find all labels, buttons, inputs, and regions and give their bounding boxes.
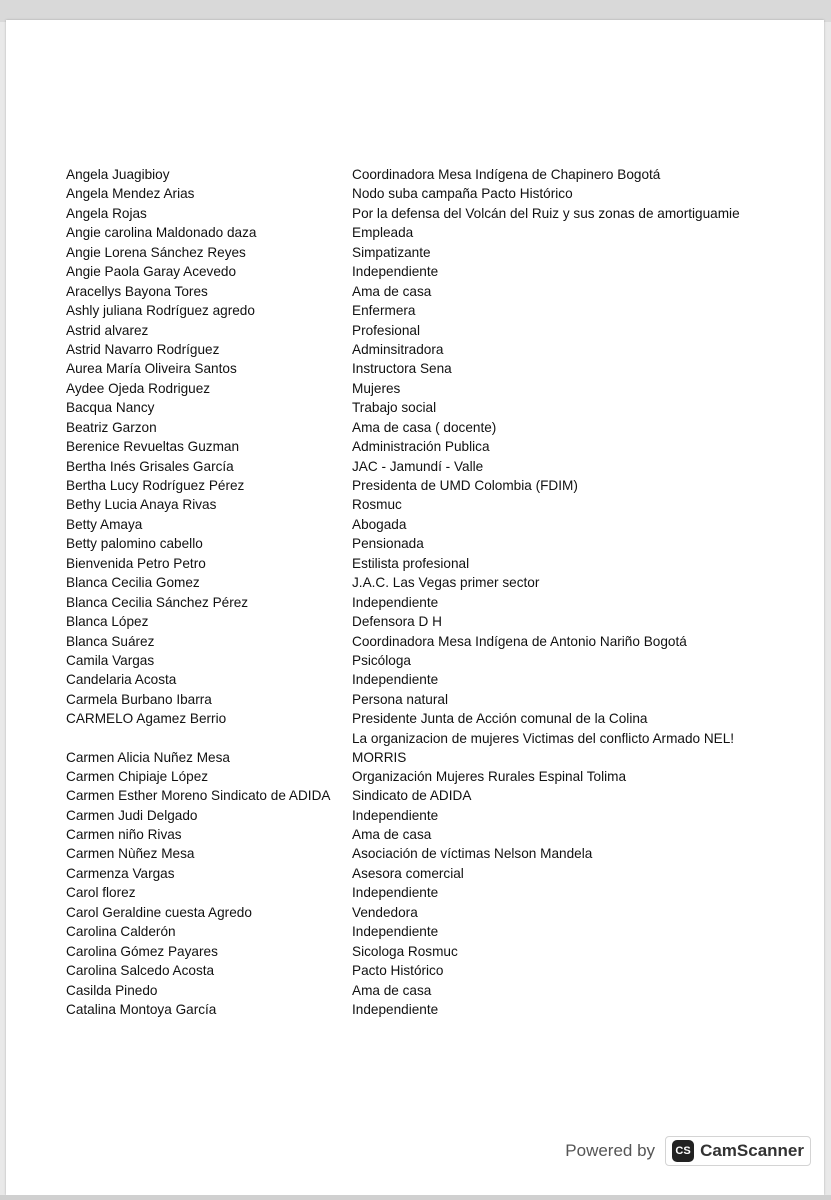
table-row [66, 418, 816, 437]
organization: Mujeres [352, 380, 401, 396]
person-name: Carmen niño Rivas [66, 827, 182, 842]
table-row [66, 321, 816, 340]
organization: Sicologa Rosmuc [352, 943, 458, 959]
organization: JAC - Jamundí - Valle [352, 458, 484, 474]
organization: Independiente [352, 264, 439, 280]
scan-bottom-border [0, 1195, 831, 1200]
organization: Ama de casa [352, 827, 432, 842]
table-row [66, 690, 816, 709]
organization: Coordinadora Mesa Indígena de Antonio Nariño Bogotá [352, 633, 687, 649]
organization: Rosmuc [352, 497, 402, 513]
table-row [66, 961, 816, 980]
powered-by-text: Powered by [565, 1141, 656, 1160]
person-name: Bethy Lucia Anaya Rivas [66, 497, 217, 513]
person-name: Carmen Judi Delgado [66, 807, 198, 823]
table-row [66, 632, 816, 651]
organization: Defensora D H [352, 614, 442, 630]
person-name: Blanca López [66, 614, 149, 630]
organization: Abogada [352, 516, 407, 532]
person-name: Camila Vargas [66, 652, 155, 668]
table-row [66, 593, 816, 612]
organization: Ama de casa [352, 982, 432, 998]
organization: Enfermera [352, 303, 416, 319]
person-name: Betty Amaya [66, 516, 143, 532]
table-row [66, 922, 816, 941]
person-name: Berenice Revueltas Guzman [66, 439, 240, 455]
person-name: Betty palomino cabello [66, 536, 203, 552]
person-name: Bertha Lucy Rodríguez Pérez [66, 478, 245, 493]
table-row [66, 379, 816, 398]
organization: Presidenta de UMD Colombia (FDIM) [352, 478, 578, 493]
organization: Adminsitradora [352, 341, 444, 357]
table-row [66, 844, 816, 863]
person-name: Astrid Navarro Rodríguez [66, 341, 220, 357]
person-name: Carolina Calderón [66, 924, 176, 940]
organization-line: MORRIS [352, 749, 407, 765]
person-name: Bienvenida Petro Petro [66, 555, 206, 571]
person-name: Beatriz Garzon [66, 419, 157, 435]
organization: Sindicato de ADIDA [352, 788, 472, 804]
person-name: Angela Juagibioy [66, 167, 170, 182]
organization: Vendedora [352, 904, 418, 920]
organization: Profesional [352, 322, 421, 338]
organization: Presidente Junta de Acción comunal de la Colina [352, 711, 648, 727]
table-row [66, 476, 816, 495]
organization: Por la defensa del Volcán del Ruiz y sus zonas de amortiguamie [352, 205, 740, 221]
person-name: Casilda Pinedo [66, 982, 158, 998]
person-name: Candelaria Acosta [66, 672, 177, 688]
organization: Pensionada [352, 536, 424, 552]
person-name: Bertha Inés Grisales García [66, 458, 234, 474]
person-name: Catalina Montoya García [66, 1001, 217, 1017]
organization: Pacto Histórico [352, 963, 444, 979]
organization: Coordinadora Mesa Indígena de Chapinero Bogotá [352, 167, 661, 182]
scanned-page [6, 20, 824, 1195]
table-row [66, 262, 816, 281]
table-row [66, 981, 816, 1000]
table-row [66, 825, 816, 844]
organization: J.A.C. Las Vegas primer sector [352, 575, 540, 591]
person-name: Carolina Gómez Payares [66, 943, 218, 959]
person-name: Angela Rojas [66, 205, 147, 221]
person-name: Carmen Esther Moreno Sindicato de ADIDA [66, 788, 331, 804]
organization: Estilista profesional [352, 555, 470, 571]
table-row [66, 554, 816, 573]
scan-top-border [0, 0, 831, 22]
camscanner-badge [665, 1136, 811, 1166]
table-row [66, 223, 816, 242]
organization: Independiente [352, 924, 439, 940]
organization: Trabajo social [352, 400, 437, 416]
organization: Independiente [352, 672, 439, 688]
table-row [66, 651, 816, 670]
organization: Independiente [352, 885, 439, 901]
person-name: Aracellys Bayona Tores [66, 283, 208, 299]
table-row [66, 864, 816, 883]
table-row [66, 709, 816, 728]
person-name: Carmenza Vargas [66, 865, 175, 881]
person-name: Angie Lorena Sánchez Reyes [66, 244, 246, 260]
organization: Ama de casa [352, 283, 432, 299]
person-name: Bacqua Nancy [66, 400, 155, 416]
table-row [66, 359, 816, 378]
camscanner-logo-icon: CS [672, 1140, 694, 1162]
watermark [565, 1136, 811, 1166]
organization: Organización Mujeres Rurales Espinal Tolima [352, 768, 627, 784]
organization: Independiente [352, 807, 439, 823]
person-name: Carol Geraldine cuesta Agredo [66, 904, 252, 920]
person-name: Carmen Alicia Nuñez Mesa [66, 749, 230, 765]
person-name: Angie carolina Maldonado daza [66, 225, 257, 241]
organization: Nodo suba campaña Pacto Histórico [352, 186, 573, 202]
table-row [66, 573, 816, 592]
organization [352, 729, 816, 767]
person-name: Astrid alvarez [66, 322, 149, 338]
table-row [66, 786, 816, 805]
person-name: Blanca Cecilia Sánchez Pérez [66, 594, 249, 610]
table-row [66, 165, 816, 184]
person-name: Aurea María Oliveira Santos [66, 361, 237, 377]
organization: Ama de casa ( docente) [352, 419, 497, 435]
table-row [66, 398, 816, 417]
table-row [66, 495, 816, 514]
organization: Asociación de víctimas Nelson Mandela [352, 846, 593, 862]
table-row [66, 883, 816, 902]
table-row [66, 1000, 816, 1019]
table-row [66, 437, 816, 456]
person-name: Aydee Ojeda Rodriguez [66, 380, 211, 396]
organization: Psicóloga [352, 652, 411, 668]
organization: Independiente [352, 1001, 439, 1017]
organization: Simpatizante [352, 244, 431, 260]
person-name: Carmen Nùñez Mesa [66, 846, 195, 862]
table-row [66, 184, 816, 203]
table-row [66, 243, 816, 262]
table-row [66, 942, 816, 961]
attendee-list [66, 165, 816, 1019]
organization-line: La organizacion de mujeres Victimas del conflicto Armado NEL! [352, 730, 735, 746]
table-row [66, 282, 816, 301]
person-name: Carmen Chipiaje López [66, 768, 209, 784]
table-row [66, 515, 816, 534]
organization: Instructora Sena [352, 361, 452, 377]
table-row [66, 534, 816, 553]
person-name: CARMELO Agamez Berrio [66, 711, 227, 727]
table-row [66, 301, 816, 320]
person-name: Ashly juliana Rodríguez agredo [66, 303, 255, 319]
table-row [66, 340, 816, 359]
organization: Independiente [352, 594, 439, 610]
person-name: Carol florez [66, 885, 136, 901]
organization: Empleada [352, 225, 414, 241]
camscanner-brand: CamScanner [700, 1141, 804, 1160]
organization: Asesora comercial [352, 865, 464, 881]
table-row [66, 767, 816, 786]
table-row [66, 204, 816, 223]
table-row [66, 729, 816, 767]
person-name: Carmela Burbano Ibarra [66, 691, 212, 707]
table-row [66, 457, 816, 476]
person-name: Blanca Suárez [66, 633, 155, 649]
table-row [66, 903, 816, 922]
person-name: Carolina Salcedo Acosta [66, 963, 215, 979]
person-name: Angela Mendez Arias [66, 186, 195, 202]
organization: Administración Publica [352, 439, 490, 455]
table-row [66, 612, 816, 631]
organization: Persona natural [352, 691, 448, 707]
table-row [66, 806, 816, 825]
table-row [66, 670, 816, 689]
person-name: Angie Paola Garay Acevedo [66, 264, 237, 280]
person-name: Blanca Cecilia Gomez [66, 575, 200, 591]
